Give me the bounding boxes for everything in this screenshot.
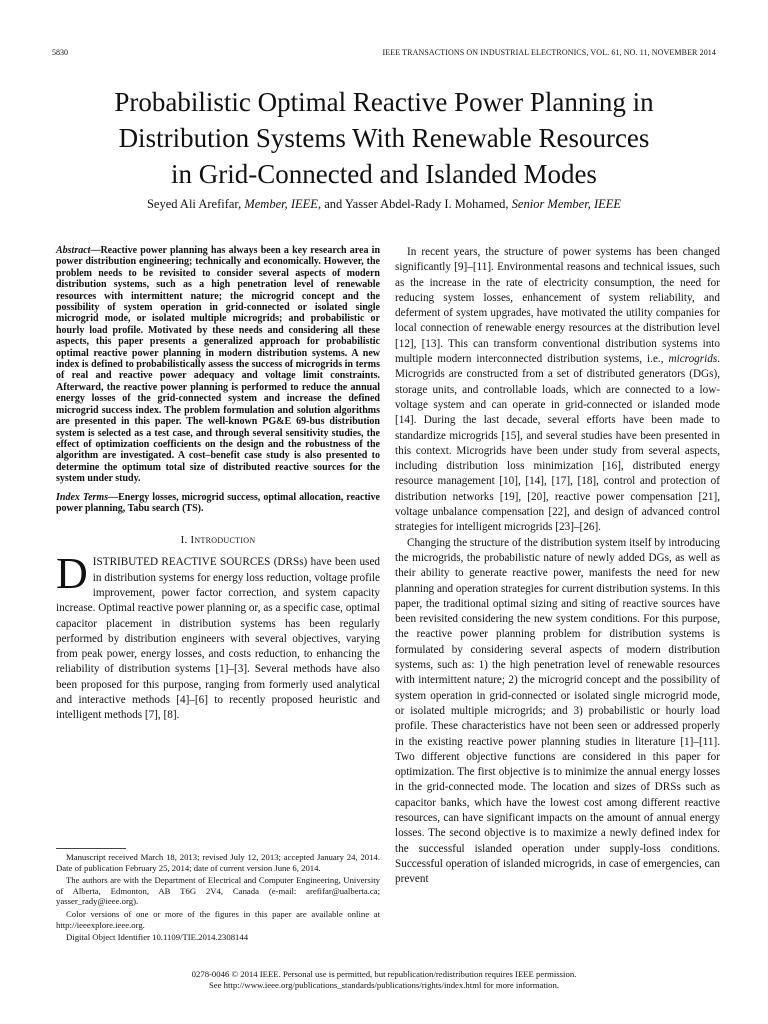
author-name: Seyed Ali Arefifar, [146,197,245,211]
index-terms [56,492,380,515]
author-line [40,197,728,212]
left-column [56,245,380,724]
footnote-color: Color versions of one or more of the figures in this paper are available online at http://ieeexplore.ieee.org. [56,908,380,930]
footnote-affiliation: The authors are with the Department of Electrical and Computer Engineering, University of Alberta, Edmonton, AB T6G 2V4, Canada (e-mail: arefifar@ualberta.ca; yasser_rady@ieee.org). [56,875,380,907]
right-column [395,245,720,887]
author-membership: Member, IEEE [244,197,318,211]
section-numeral: I. [180,534,191,547]
index-terms-text: —Energy losses, microgrid success, optimal allocation, reactive power planning, Tabu search (TS). [56,491,380,514]
body-text: . Microgrids are constructed from a set of distributed generators (DGs), storage units, and controllable loads, which are connected to a low-voltage system and can operate in grid-connected or islanded mode [14]. During the last decade, several efforts have been made to standardize microgrids [15], and several studies have been presented in this context. Microgrids have been under study from several aspects, including distribution loss minimization [16], distributed energy resource management [10], [14], [17], [18], control and protection of distribution networks [19], [20], reactive power compensation [21], voltage unbalance compensation [22], and design of advanced control strategies for intelligent microgrids [23]–[26]. [395,353,720,534]
intro-text: (DRSs) have been used in distribution systems for energy loss reduction, voltage profile improvement, power factor correction, and system capacity increase. Optimal reactive power planning or, as a specific case, optimal capacitor placement in distribution systems has been regularly performed by distribution engineers with several objectives, varying from peak power, energy losses, and costs reduction, to enhancing the reliability of distribution systems [1]–[3]. Several methods have also been proposed for this purpose, ranging from formerly used analytical and interactive methods [4]–[6] to recently proposed heuristic and intelligent methods [7], [8]. [56,556,380,722]
running-header [52,48,716,60]
title-line: Probabilistic Optimal Reactive Power Planning in [114,87,654,117]
footnote-rule [56,848,126,849]
rights-link-line: See http://www.ieee.org/publications_standards/publications/rights/index.html for more information. [208,980,560,990]
footnote-received: Manuscript received March 18, 2013; revised July 12, 2013; accepted January 24, 2014. Date of publication February 25, 2014; date of current version June 6, 2014. [56,852,380,873]
copyright-line: 0278-0046 © 2014 IEEE. Personal use is permitted, but republication/redistribution requires IEEE permission. [191,969,577,979]
index-terms-label: Index Terms [56,491,109,503]
copyright-footer [40,969,728,991]
drop-cap: D [56,549,88,599]
footnote-doi: Digital Object Identifier 10.1109/TIE.2014.2308144 [66,932,249,943]
author-membership: Senior Member, IEEE [511,197,622,211]
author-connector: , and Yasser Abdel-Rady I. Mohamed, [317,197,512,211]
paper-title [40,84,728,192]
abstract-label: Abstract [56,245,91,256]
section-heading [56,534,380,546]
journal-name: IEEE TRANSACTIONS ON INDUSTRIAL ELECTRONICS, VOL. 61, NO. 11, NOVEMBER 2014 [382,48,716,57]
abstract-text: —Reactive power planning has always been a key research area in power distribution engineering; technically and economically. However, the problem needs to be revisited to consider several aspects of modern distribution systems, such as a high penetration level of renewable resources with intermittent nature; the microgrid concept and the possibility of system operation in grid-connected or isolated single microgrid mode, or isolated multiple microgrids; and probabilistic or hourly load profile. Motivated by these needs and considering all these aspects, this paper presents a generalized approach for probabilistic optimal reactive power planning in modern distribution systems. A new index is defined to probabilistically assess the success of microgrids in terms of real and reactive power adequacy and voltage limit constraints. Afterward, the reactive power planning is performed to reduce the annual energy losses of the grid-connected system and increase the defined microgrid success index. The problem formulation and solution algorithms are presented in this paper. The well-known PG&E 69-bus distribution system is selected as a test case, and through several sensitivity studies, the effect of optimization coefficients on the design and the robustness of the algorithm are investigated. A cost–benefit case study is also presented to determine the optimum total size of distributed reactive sources for the system under study. [56,245,380,485]
intro-paragraph [56,549,380,723]
page-number: 5830 [52,48,68,57]
title-line: Distribution Systems With Renewable Resources [118,123,650,153]
body-text: In recent years, the structure of power systems has been changed significantly [9]–[11]. Environmental reasons and technical issues, such as the increase in the rate of electricity consumption, the need for reducing system losses, enhancement of system reliability, and deferment of system upgrades, have motivated the utility companies for local connection of renewable energy resources at the distribution level [12], [13]. This can transform conventional distribution systems into multiple modern interconnected distribution systems, i.e., [395,246,720,366]
lead-in-caps: ISTRIBUTED REACTIVE SOURCES [92,556,271,569]
abstract [56,245,380,485]
body-paragraph: Changing the structure of the distribution system itself by introducing the microgrids, the probabilistic nature of newly added DGs, as well as their ability to generate reactive power, manifests the need for new planning and operation strategies for current distribution systems. In this paper, the traditional optimal sizing and siting of reactive sources have been revisited considering the new system conditions. For this purpose, the reactive power planning problem for distribution systems is formulated by considering several aspects of modern distribution systems, such as: 1) the high penetration level of renewable resources with intermittent nature; 2) the microgrid concept and the possibility of system operation in grid-connected or isolated single microgrid mode, or isolated multiple microgrids; and 3) probabilistic or hourly load profile. These characteristics have not been seen or addressed properly in the existing reactive power planning studies in literature [1]–[11]. Two different objective functions are considered in this paper for optimization. The first objective is to minimize the annual energy losses in the grid-connected mode. The location and sizes of DRSs such as capacitor banks, which have the lowest cost among different reactive resources, can have significant impacts on the amount of annual energy losses. The second objective is to maximize a newly defined index for the successful islanded operation under supply-loss conditions. Successful operation of islanded microgrids, in case of emergencies, can prevent [395,536,720,886]
body-italic: microgrids [668,353,718,366]
title-line: in Grid-Connected and Islanded Modes [171,159,597,189]
body-paragraph [395,245,720,536]
footnotes [56,852,380,945]
section-title: Introduction [190,534,256,547]
